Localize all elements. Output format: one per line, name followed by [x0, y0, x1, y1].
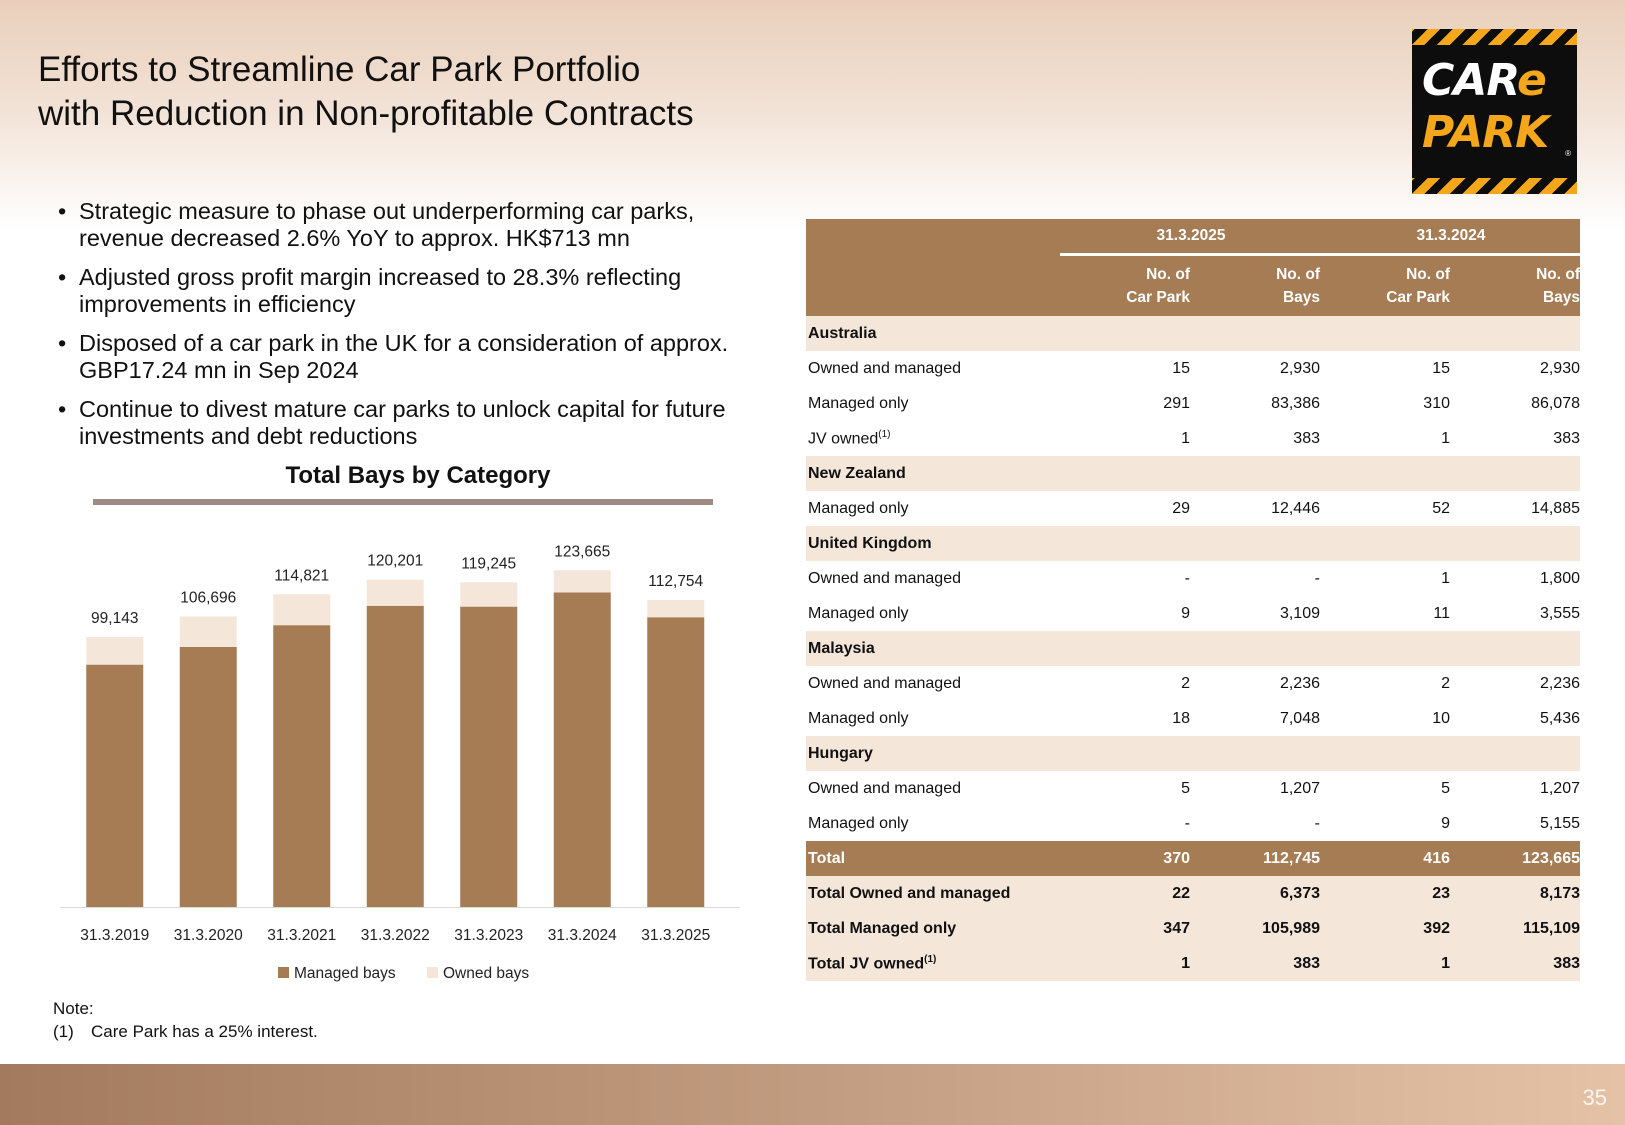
- table-cell: 291: [1163, 394, 1190, 412]
- page-title: [38, 48, 838, 136]
- bar-total-label: 114,821: [274, 567, 330, 585]
- row-label-text: New Zealand: [808, 464, 906, 482]
- row-label: [806, 421, 1060, 456]
- table-cell: 5: [1181, 779, 1190, 797]
- title-line-2: with Reduction in Non-profitable Contracts: [38, 94, 694, 133]
- table-cell: 9: [1441, 814, 1450, 832]
- table-cell: 15: [1172, 359, 1190, 377]
- table-cell: 10: [1432, 709, 1450, 727]
- bar-managed: [647, 617, 704, 907]
- table-cell: 14,885: [1531, 499, 1580, 517]
- bar-managed: [460, 607, 517, 907]
- table-cell: [1450, 456, 1580, 491]
- table-row: [806, 806, 1580, 841]
- row-label-text: Owned and managed: [808, 359, 961, 377]
- footnote-marker: (1): [878, 428, 891, 440]
- table-cell: 18: [1172, 709, 1190, 727]
- table-cell: 5,436: [1539, 709, 1580, 727]
- table-cell: 5: [1441, 779, 1450, 797]
- legend-label-owned: Owned bays: [443, 965, 530, 982]
- header-bays-2024: [1450, 255, 1580, 317]
- table-cell: [1450, 526, 1580, 561]
- x-tick-label: 31.3.2023: [454, 927, 524, 944]
- table-cell: 3,109: [1279, 604, 1320, 622]
- x-tick-label: 31.3.2022: [360, 927, 430, 944]
- header-period-2025: 31.3.2025: [1060, 219, 1320, 255]
- row-label: [806, 736, 1060, 771]
- x-tick-label: 31.3.2021: [267, 927, 337, 944]
- table-cell: 15: [1432, 359, 1450, 377]
- table-cell: [1190, 456, 1320, 491]
- table-cell: [1320, 631, 1450, 666]
- row-label-text: Owned and managed: [808, 569, 961, 587]
- table-cell: [1450, 316, 1580, 351]
- table-row: [806, 666, 1580, 701]
- table-row: [806, 421, 1580, 456]
- table-cell: 1,800: [1539, 569, 1580, 587]
- table-cell: 7,048: [1279, 709, 1320, 727]
- note-text: Care Park has a 25% interest.: [91, 1022, 318, 1041]
- total-row: [806, 841, 1580, 876]
- table-cell: -: [1184, 814, 1190, 832]
- region-row: [806, 736, 1580, 771]
- bar-managed: [367, 606, 424, 907]
- header-blank: [806, 255, 1060, 317]
- total-row: [806, 911, 1580, 946]
- row-label: [806, 351, 1060, 386]
- table-header-columns: [806, 255, 1580, 317]
- table-cell: 105,989: [1190, 911, 1320, 946]
- row-label-text: Managed only: [808, 709, 909, 727]
- row-label-text: Total: [808, 849, 846, 867]
- table-cell: 1,207: [1539, 779, 1580, 797]
- chart-title: Total Bays by Category: [285, 462, 551, 489]
- table-cell: [1320, 456, 1450, 491]
- table-cell: 12,446: [1271, 499, 1320, 517]
- bar-total-label: 99,143: [91, 610, 139, 628]
- table-cell: 383: [1293, 429, 1320, 447]
- footnote: [53, 997, 318, 1043]
- region-row: [806, 316, 1580, 351]
- table-cell: 115,109: [1450, 911, 1580, 946]
- row-label: [806, 701, 1060, 736]
- legend-swatch-managed: [278, 967, 289, 978]
- title-line-1: Efforts to Streamline Car Park Portfolio: [38, 50, 641, 89]
- header-text: Bays: [1282, 289, 1320, 306]
- row-label: [806, 491, 1060, 526]
- row-label-text: Owned and managed: [808, 674, 961, 692]
- table-row: [806, 561, 1580, 596]
- row-label: [806, 456, 1060, 491]
- logo-word-care: [1422, 55, 1546, 106]
- bar-owned: [554, 570, 611, 592]
- header-blank: [806, 219, 1060, 255]
- bar-owned: [647, 600, 704, 617]
- table-cell: 392: [1320, 911, 1450, 946]
- row-label: [806, 771, 1060, 806]
- table-cell: -: [1314, 569, 1320, 587]
- header-bays-2025: [1190, 255, 1320, 317]
- bullet-list: [58, 198, 778, 462]
- row-label-text: Malaysia: [808, 639, 875, 657]
- table-row: [806, 771, 1580, 806]
- bar-owned: [460, 582, 517, 606]
- table-header-periods: [806, 219, 1580, 255]
- logo-text-car: CAR: [1422, 55, 1518, 106]
- table-row: [806, 701, 1580, 736]
- table-row: [806, 491, 1580, 526]
- table-body: [806, 316, 1580, 981]
- table-cell: 112,745: [1190, 841, 1320, 876]
- header-period-2024: 31.3.2024: [1320, 219, 1580, 255]
- table-cell: [1060, 736, 1190, 771]
- total-row: [806, 946, 1580, 981]
- legend-swatch-owned: [427, 967, 438, 978]
- row-label: [806, 876, 1060, 911]
- bar-managed: [273, 625, 330, 907]
- row-label-text: Owned and managed: [808, 779, 961, 797]
- bullet-item: • Adjusted gross profit margin increased to 28.3% reflecting improvements in efficiency: [58, 264, 778, 318]
- table-cell: 1: [1060, 946, 1190, 981]
- table-cell: [1060, 526, 1190, 561]
- region-row: [806, 631, 1580, 666]
- row-label-text: Managed only: [808, 814, 909, 832]
- table-cell: [1450, 631, 1580, 666]
- logo-word-park: PARK: [1422, 107, 1549, 158]
- table-cell: [1060, 631, 1190, 666]
- row-label: [806, 806, 1060, 841]
- bar-total-label: 106,696: [180, 589, 237, 607]
- bays-stacked-bar-chart: [60, 545, 760, 995]
- note-line: [53, 1020, 318, 1043]
- table-cell: 29: [1172, 499, 1190, 517]
- row-label-text: Total Managed only: [808, 919, 957, 937]
- table-cell: 1: [1320, 946, 1450, 981]
- table-cell: 6,373: [1190, 876, 1320, 911]
- logo-text-e: e: [1517, 55, 1546, 106]
- bar-managed: [554, 592, 611, 907]
- car-park-table-container: [806, 219, 1580, 981]
- care-park-logo: [1412, 29, 1577, 194]
- table-cell: 2,236: [1539, 674, 1580, 692]
- table-cell: 2,930: [1539, 359, 1580, 377]
- bar-total-label: 120,201: [367, 552, 424, 570]
- note-heading: Note:: [53, 999, 94, 1018]
- table-cell: 383: [1190, 946, 1320, 981]
- table-cell: -: [1314, 814, 1320, 832]
- bar-total-label: 123,665: [554, 545, 611, 561]
- table-cell: 347: [1060, 911, 1190, 946]
- region-row: [806, 526, 1580, 561]
- table-cell: 1,207: [1279, 779, 1320, 797]
- note-marker: (1): [53, 1022, 74, 1041]
- header-text: No. of: [1276, 266, 1320, 283]
- row-label-text: Managed only: [808, 499, 909, 517]
- table-cell: 383: [1553, 429, 1580, 447]
- bar-owned: [180, 616, 237, 646]
- table-row: [806, 386, 1580, 421]
- header-text: No. of: [1536, 266, 1580, 283]
- bullet-item: • Disposed of a car park in the UK for a consideration of approx. GBP17.24 mn in Sep 2024: [58, 330, 778, 384]
- table-cell: 383: [1450, 946, 1580, 981]
- x-tick-label: 31.3.2025: [641, 927, 711, 944]
- bar-managed: [180, 647, 237, 907]
- table-cell: [1320, 316, 1450, 351]
- row-label-text: Total JV owned: [808, 955, 925, 973]
- row-label: [806, 841, 1060, 876]
- table-row: [806, 351, 1580, 386]
- row-label-text: Australia: [808, 324, 877, 342]
- x-tick-label: 31.3.2019: [80, 927, 150, 944]
- row-label: [806, 526, 1060, 561]
- table-cell: 1: [1441, 429, 1450, 447]
- row-label-text: Total Owned and managed: [808, 884, 1011, 902]
- table-cell: 1: [1441, 569, 1450, 587]
- header-text: No. of: [1146, 266, 1190, 283]
- row-label-text: Managed only: [808, 394, 909, 412]
- chart-title-rule: [93, 499, 713, 505]
- table-cell: [1190, 736, 1320, 771]
- row-label-text: JV owned: [808, 430, 879, 448]
- table-cell: [1320, 526, 1450, 561]
- bar-managed: [86, 665, 143, 907]
- x-tick-label: 31.3.2020: [173, 927, 243, 944]
- bar-owned: [367, 580, 424, 606]
- row-label: [806, 316, 1060, 351]
- row-label: [806, 386, 1060, 421]
- table-cell: 370: [1060, 841, 1190, 876]
- bar-owned: [86, 637, 143, 665]
- table-cell: [1450, 736, 1580, 771]
- table-cell: 86,078: [1531, 394, 1580, 412]
- row-label-text: Hungary: [808, 744, 873, 762]
- header-text: Car Park: [1386, 289, 1450, 306]
- header-text: No. of: [1406, 266, 1450, 283]
- table-cell: 310: [1423, 394, 1450, 412]
- table-cell: [1190, 631, 1320, 666]
- table-row: [806, 596, 1580, 631]
- table-cell: 3,555: [1539, 604, 1580, 622]
- table-cell: [1190, 526, 1320, 561]
- table-cell: [1320, 736, 1450, 771]
- row-label-text: Managed only: [808, 604, 909, 622]
- footer-bar: [0, 1064, 1625, 1125]
- row-label: [806, 946, 1060, 981]
- header-car-park-2024: [1320, 255, 1450, 317]
- table-cell: -: [1184, 569, 1190, 587]
- table-cell: 2: [1181, 674, 1190, 692]
- table-cell: [1060, 456, 1190, 491]
- table-cell: 2: [1441, 674, 1450, 692]
- header-text: Car Park: [1126, 289, 1190, 306]
- total-row: [806, 876, 1580, 911]
- table-cell: 8,173: [1450, 876, 1580, 911]
- x-tick-label: 31.3.2024: [547, 927, 617, 944]
- row-label: [806, 596, 1060, 631]
- hazard-stripes-bottom: [1412, 178, 1577, 194]
- row-label: [806, 631, 1060, 666]
- table-cell: 5,155: [1539, 814, 1580, 832]
- header-text: Bays: [1542, 289, 1580, 306]
- row-label: [806, 911, 1060, 946]
- header-car-park-2025: [1060, 255, 1190, 317]
- table-cell: 2,236: [1279, 674, 1320, 692]
- bullet-item: • Strategic measure to phase out underperforming car parks, revenue decreased 2.6% YoY to approx. HK$713 mn: [58, 198, 778, 252]
- row-label-text: United Kingdom: [808, 534, 932, 552]
- footnote-marker: (1): [924, 953, 937, 965]
- table-cell: [1190, 316, 1320, 351]
- legend-label-managed: Managed bays: [294, 965, 396, 982]
- bar-owned: [273, 594, 330, 625]
- table-cell: 23: [1320, 876, 1450, 911]
- bar-total-label: 119,245: [461, 555, 517, 573]
- region-row: [806, 456, 1580, 491]
- car-park-table: [806, 219, 1580, 981]
- table-cell: [1060, 316, 1190, 351]
- table-cell: 416: [1320, 841, 1450, 876]
- table-cell: 11: [1433, 604, 1450, 622]
- table-cell: 1: [1181, 429, 1190, 447]
- hazard-stripes-top: [1412, 29, 1577, 45]
- table-cell: 123,665: [1450, 841, 1580, 876]
- bar-total-label: 112,754: [648, 572, 704, 590]
- table-cell: 9: [1181, 604, 1190, 622]
- table-cell: 22: [1060, 876, 1190, 911]
- page-number: 35: [1582, 1085, 1607, 1110]
- table-cell: 83,386: [1271, 394, 1320, 412]
- table-cell: 2,930: [1279, 359, 1320, 377]
- registered-mark: ®: [1565, 149, 1571, 158]
- table-cell: 52: [1432, 499, 1450, 517]
- bullet-item: • Continue to divest mature car parks to unlock capital for future investments and debt reductions: [58, 396, 778, 450]
- row-label: [806, 561, 1060, 596]
- row-label: [806, 666, 1060, 701]
